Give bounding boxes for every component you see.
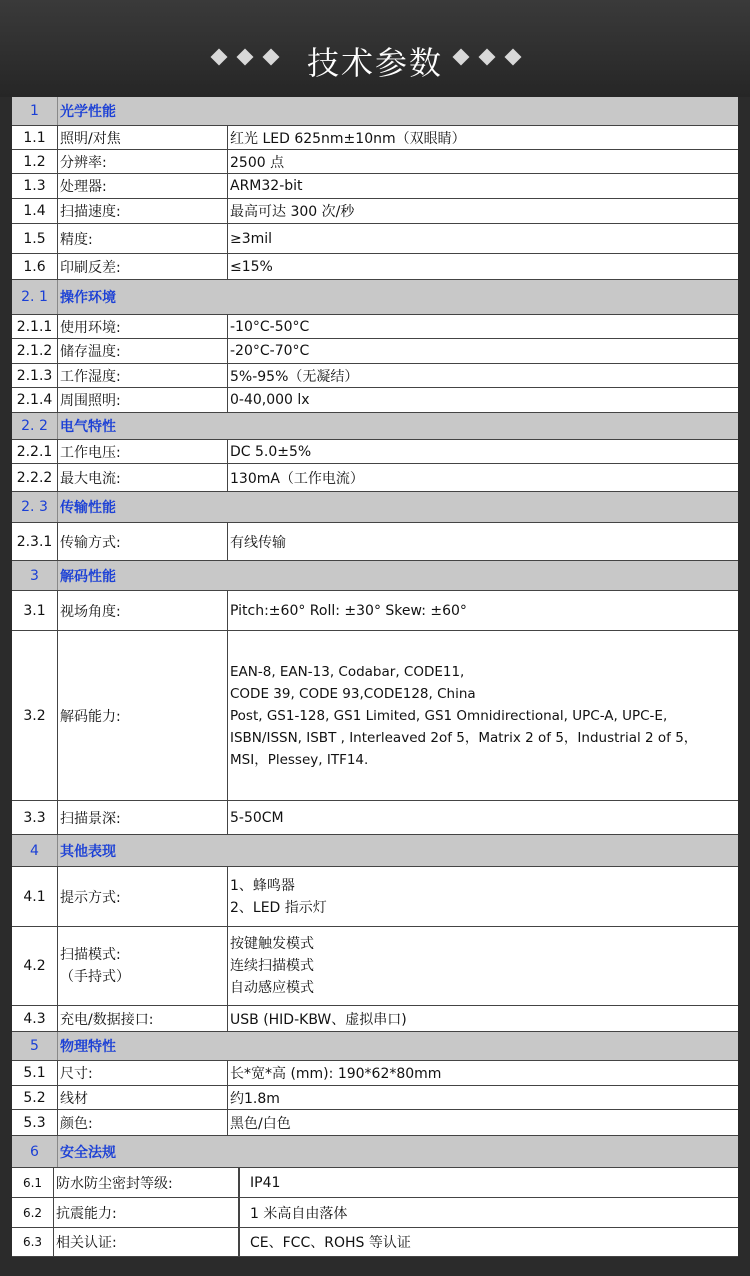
table-row (12, 631, 738, 801)
row-number: 2.1.2 (12, 339, 58, 363)
section-number: 4 (12, 835, 58, 866)
row-label: 相关认证: (54, 1228, 239, 1256)
table-row (12, 927, 738, 1006)
table-row (12, 1061, 738, 1086)
row-value: 5%-95%（无凝结） (230, 368, 359, 385)
row-number: 5.2 (12, 1086, 58, 1109)
row-value: 最高可达 300 次/秒 (230, 204, 355, 220)
table-row (12, 254, 738, 280)
table-row (12, 1168, 738, 1198)
diamond-icon (453, 49, 470, 66)
row-number: 2.2.1 (12, 440, 58, 463)
row-number: 6.3 (12, 1228, 54, 1256)
row-label: 精度: (58, 224, 228, 253)
table-row (12, 591, 738, 631)
row-number: 2.2.2 (12, 464, 58, 491)
table-row (12, 464, 738, 492)
section-header-safety (12, 1136, 738, 1168)
row-label: 周围照明: (58, 388, 228, 412)
table-row (12, 126, 738, 150)
table-row (12, 1110, 738, 1136)
row-value: 红光 LED 625nm±10nm（双眼睛） (230, 130, 466, 147)
row-value: 长*宽*高 (mm): 190*62*80mm (230, 1066, 442, 1082)
row-number: 3.1 (12, 591, 58, 630)
row-label: 传输方式: (58, 523, 228, 560)
row-label: 最大电流: (58, 464, 228, 491)
row-label: 印刷反差: (58, 254, 228, 279)
section-number: 6 (12, 1136, 58, 1167)
table-row (12, 1006, 738, 1032)
row-label: 视场角度: (58, 591, 228, 630)
row-label: 线材 (58, 1086, 228, 1109)
row-label: 使用环境: (58, 315, 228, 338)
table-row (12, 174, 738, 199)
section-title: 传输性能 (60, 500, 116, 516)
table-row (12, 1198, 738, 1228)
row-number: 5.1 (12, 1061, 58, 1085)
row-label: 尺寸: (58, 1061, 228, 1085)
section-header-other (12, 835, 738, 867)
section-header-decoding (12, 561, 738, 591)
row-label: 储存温度: (58, 339, 228, 363)
row-number: 1.1 (12, 126, 58, 149)
row-label: 分辨率: (58, 150, 228, 173)
diamond-icon (505, 49, 522, 66)
row-label: 扫描速度: (58, 199, 228, 223)
row-label: 防水防尘密封等级: (54, 1168, 239, 1197)
page-header (0, 0, 750, 97)
section-title: 光学性能 (60, 104, 116, 120)
row-label: 工作电压: (58, 440, 228, 463)
section-header-environment (12, 280, 738, 315)
row-value: Pitch:±60° Roll: ±30° Skew: ±60° (230, 602, 467, 619)
row-number: 1.4 (12, 199, 58, 223)
row-value: EAN-8, EAN-13, Codabar, CODE11, CODE 39, CODE 93,CODE128, China Post, GS1-128, GS1 Limited, GS1 Omnidirectional, UPC-A, UPC-E, ISBN/ISSN, ISBT , Interleaved 2of 5，Matrix 2 of 5，Industrial 2 of 5， MSI，Plessey, ITF14. (230, 663, 698, 768)
section-number: 5 (12, 1032, 58, 1060)
section-title: 操作环境 (60, 290, 116, 306)
section-title: 电气特性 (60, 419, 116, 435)
table-row (12, 150, 738, 174)
table-row (12, 315, 738, 339)
row-number: 4.3 (12, 1006, 58, 1031)
row-value: ≤15% (230, 258, 273, 275)
section-header-physical (12, 1032, 738, 1061)
row-label: 解码能力: (58, 631, 228, 800)
row-value: 1 米高自由落体 (239, 1198, 738, 1227)
table-row (12, 1228, 738, 1257)
row-number: 2.3.1 (12, 523, 58, 560)
row-number: 4.1 (12, 867, 58, 926)
table-row (12, 224, 738, 254)
row-value: DC 5.0±5% (230, 443, 312, 460)
row-value: 5-50CM (230, 809, 284, 826)
row-number: 1.3 (12, 174, 58, 198)
row-value: ARM32-bit (230, 178, 303, 194)
row-value: 黑色/白色 (230, 1115, 291, 1132)
row-number: 5.3 (12, 1110, 58, 1135)
table-row (12, 523, 738, 561)
table-row (12, 1086, 738, 1110)
row-number: 3.2 (12, 631, 58, 800)
row-value: -20°C-70°C (230, 343, 310, 359)
spec-table (12, 97, 738, 1257)
page-title: 技术参数 (306, 44, 443, 82)
row-value: CE、FCC、ROHS 等认证 (239, 1228, 738, 1256)
section-number: 3 (12, 561, 58, 590)
row-number: 1.6 (12, 254, 58, 279)
row-value: USB (HID-KBW、虚拟串口) (230, 1011, 407, 1028)
section-number: 2. 1 (12, 280, 58, 314)
row-label: 工作湿度: (58, 364, 228, 387)
row-number: 1.5 (12, 224, 58, 253)
row-value: 1、蜂鸣器 2、LED 指示灯 (230, 877, 327, 916)
row-value: 有线传输 (230, 534, 286, 551)
section-title: 解码性能 (60, 568, 116, 585)
section-number: 2. 3 (12, 492, 58, 522)
row-label: 扫描模式: （手持式） (58, 927, 228, 1005)
table-row (12, 199, 738, 224)
row-number: 6.1 (12, 1168, 54, 1197)
row-number: 4.2 (12, 927, 58, 1005)
table-row (12, 440, 738, 464)
row-value: ≥3mil (230, 230, 273, 247)
row-number: 2.1.1 (12, 315, 58, 338)
section-title: 安全法规 (60, 1144, 116, 1161)
row-value: 按键触发模式 连续扫描模式 自动感应模式 (230, 936, 314, 996)
right-diamond-ornament (455, 48, 533, 67)
row-number: 3.3 (12, 801, 58, 834)
row-label: 抗震能力: (54, 1198, 239, 1227)
row-label: 提示方式: (58, 867, 228, 926)
section-number: 1 (12, 97, 58, 125)
row-label: 照明/对焦 (58, 126, 228, 149)
table-row (12, 867, 738, 927)
section-header-transmission (12, 492, 738, 523)
table-row (12, 364, 738, 388)
section-title: 其他表现 (60, 843, 116, 860)
row-value: 约1.8m (230, 1090, 280, 1107)
row-number: 6.2 (12, 1198, 54, 1227)
row-label: 处理器: (58, 174, 228, 198)
row-number: 1.2 (12, 150, 58, 173)
table-row (12, 339, 738, 364)
row-value: 2500 点 (230, 154, 285, 171)
row-value: IP41 (239, 1168, 738, 1197)
row-number: 2.1.3 (12, 364, 58, 387)
row-value: -10°C-50°C (230, 318, 310, 335)
section-header-optical (12, 97, 738, 126)
row-number: 2.1.4 (12, 388, 58, 412)
section-title: 物理特性 (60, 1039, 116, 1055)
table-row (12, 801, 738, 835)
row-label: 充电/数据接口: (58, 1006, 228, 1031)
section-header-electrical (12, 413, 738, 440)
row-label: 颜色: (58, 1110, 228, 1135)
row-value: 0-40,000 lx (230, 392, 310, 408)
table-row (12, 388, 738, 413)
row-value: 130mA（工作电流） (230, 470, 364, 487)
row-label: 扫描景深: (58, 801, 228, 834)
diamond-icon (479, 49, 496, 66)
section-number: 2. 2 (12, 413, 58, 439)
